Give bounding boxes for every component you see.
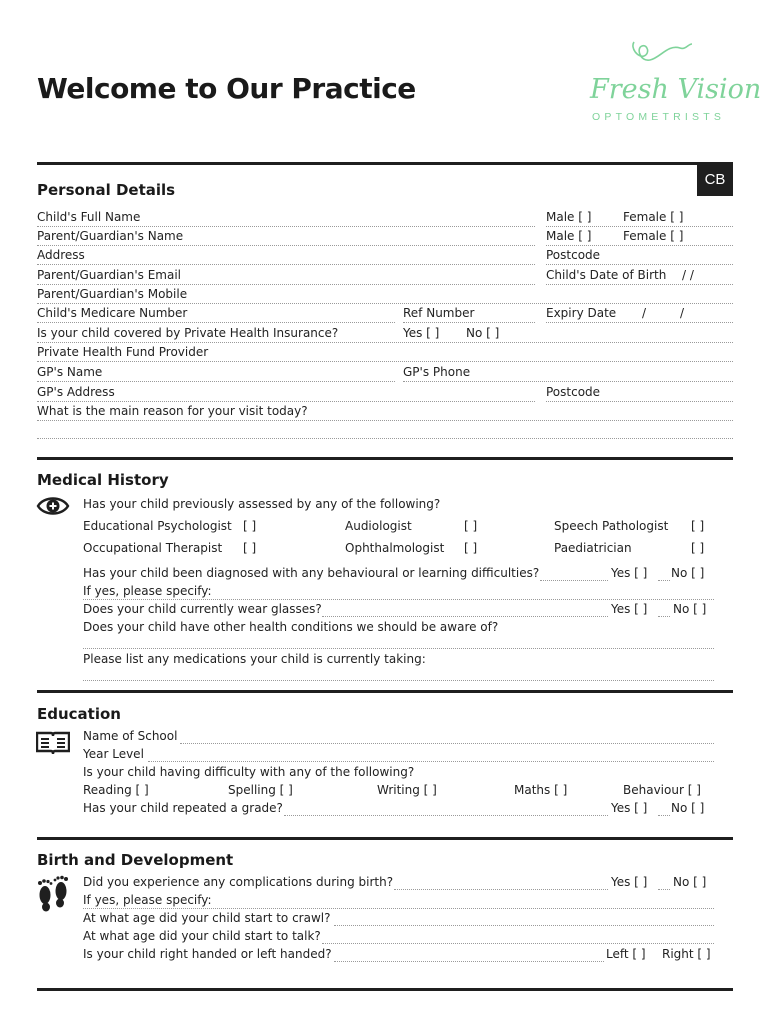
diagnosed-specify-field[interactable] xyxy=(83,599,714,600)
occ-therapist-checkbox[interactable]: [ ] xyxy=(243,541,257,555)
postcode-field[interactable] xyxy=(546,264,733,265)
school-field[interactable] xyxy=(180,743,714,744)
leader-dots xyxy=(334,961,604,962)
parent-mobile-field[interactable] xyxy=(37,303,733,304)
glasses-no-checkbox[interactable]: No [ ] xyxy=(673,602,707,616)
eye-icon xyxy=(36,493,70,519)
expiry-field[interactable] xyxy=(546,322,733,323)
child-male-checkbox[interactable]: Male [ ] xyxy=(546,210,592,224)
complications-yes-checkbox[interactable]: Yes [ ] xyxy=(611,875,648,889)
gp-address-label: GP's Address xyxy=(37,385,115,399)
repeated-question: Has your child repeated a grade? xyxy=(83,801,283,815)
maths-checkbox[interactable]: Maths [ ] xyxy=(514,783,568,797)
year-level-label: Year Level xyxy=(83,747,144,761)
section-title-medical: Medical History xyxy=(37,471,169,489)
medicare-label: Child's Medicare Number xyxy=(37,306,188,320)
parent-mobile-label: Parent/Guardian's Mobile xyxy=(37,287,188,301)
diagnosed-specify-label: If yes, please specify: xyxy=(83,584,212,598)
repeated-yes-checkbox[interactable]: Yes [ ] xyxy=(611,801,648,815)
field-underline xyxy=(546,245,733,246)
complications-specify-field[interactable] xyxy=(83,908,714,909)
gp-postcode-label: Postcode xyxy=(546,385,601,399)
right-handed-checkbox[interactable]: Right [ ] xyxy=(662,947,711,961)
section-title-education: Education xyxy=(37,705,121,723)
assessed-question: Has your child previously assessed by any of the following? xyxy=(83,497,441,511)
ophthalmologist-label: Ophthalmologist xyxy=(345,541,445,555)
page-title: Welcome to Our Practice xyxy=(37,72,416,105)
medications-field[interactable] xyxy=(83,680,714,681)
edu-psych-label: Educational Psychologist xyxy=(83,519,232,533)
gp-name-field[interactable] xyxy=(37,381,395,382)
complications-no-checkbox[interactable]: No [ ] xyxy=(673,875,707,889)
postcode-label: Postcode xyxy=(546,248,601,262)
child-name-field[interactable] xyxy=(37,226,535,227)
reading-checkbox[interactable]: Reading [ ] xyxy=(83,783,149,797)
complications-specify-label: If yes, please specify: xyxy=(83,893,212,907)
logo-tagline: OPTOMETRISTS xyxy=(592,111,726,123)
crawl-question: At what age did your child start to crawl? xyxy=(83,911,331,925)
swirl-logo-icon xyxy=(628,34,694,68)
parent-male-checkbox[interactable]: Male [ ] xyxy=(546,229,592,243)
expiry-separator: / xyxy=(680,306,685,320)
year-level-field[interactable] xyxy=(148,761,714,762)
leader-dots xyxy=(322,616,608,617)
visit-reason-field[interactable] xyxy=(37,420,733,421)
address-label: Address xyxy=(37,248,85,262)
parent-email-field[interactable] xyxy=(37,284,535,285)
ref-number-label: Ref Number xyxy=(403,306,475,320)
health-fund-label: Private Health Fund Provider xyxy=(37,345,209,359)
gp-postcode-field[interactable] xyxy=(546,401,733,402)
section-divider xyxy=(37,988,733,991)
repeated-no-checkbox[interactable]: No [ ] xyxy=(671,801,705,815)
dob-field[interactable] xyxy=(546,284,733,285)
behaviour-checkbox[interactable]: Behaviour [ ] xyxy=(623,783,701,797)
dob-label: Child's Date of Birth xyxy=(546,268,667,282)
parent-female-checkbox[interactable]: Female [ ] xyxy=(623,229,684,243)
gp-name-label: GP's Name xyxy=(37,365,103,379)
glasses-yes-checkbox[interactable]: Yes [ ] xyxy=(611,602,648,616)
handed-question: Is your child right handed or left handed? xyxy=(83,947,332,961)
leader-dots xyxy=(284,815,608,816)
glasses-question: Does your child currently wear glasses? xyxy=(83,602,322,616)
section-divider xyxy=(37,837,733,840)
speech-checkbox[interactable]: [ ] xyxy=(691,519,705,533)
other-conditions-question: Does your child have other health conditions we should be aware of? xyxy=(83,620,499,634)
section-divider xyxy=(37,457,733,460)
ref-number-field[interactable] xyxy=(403,322,535,323)
parent-name-label: Parent/Guardian's Name xyxy=(37,229,184,243)
talk-question: At what age did your child start to talk? xyxy=(83,929,321,943)
child-female-checkbox[interactable]: Female [ ] xyxy=(623,210,684,224)
diagnosed-no-checkbox[interactable]: No [ ] xyxy=(671,566,705,580)
form-code-badge: CB xyxy=(697,162,733,196)
visit-reason-field-line2[interactable] xyxy=(37,438,733,439)
leader-dots xyxy=(540,580,608,581)
gp-address-field[interactable] xyxy=(37,401,535,402)
parent-email-label: Parent/Guardian's Email xyxy=(37,268,182,282)
spelling-checkbox[interactable]: Spelling [ ] xyxy=(228,783,293,797)
audiologist-checkbox[interactable]: [ ] xyxy=(464,519,478,533)
private-no-checkbox[interactable]: No [ ] xyxy=(466,326,500,340)
leader-dots xyxy=(658,616,670,617)
crawl-field[interactable] xyxy=(334,925,714,926)
expiry-label: Expiry Date xyxy=(546,306,617,320)
address-field[interactable] xyxy=(37,264,535,265)
parent-name-field[interactable] xyxy=(37,245,535,246)
ophthalmologist-checkbox[interactable]: [ ] xyxy=(464,541,478,555)
visit-reason-label: What is the main reason for your visit today? xyxy=(37,404,308,418)
section-divider xyxy=(37,162,733,165)
complications-question: Did you experience any complications during birth? xyxy=(83,875,394,889)
leader-dots xyxy=(658,889,670,890)
audiologist-label: Audiologist xyxy=(345,519,412,533)
leader-dots xyxy=(658,580,670,581)
medications-question: Please list any medications your child is currently taking: xyxy=(83,652,426,666)
school-label: Name of School xyxy=(83,729,178,743)
other-conditions-field[interactable] xyxy=(83,648,714,649)
medicare-field[interactable] xyxy=(37,322,395,323)
gp-phone-label: GP's Phone xyxy=(403,365,471,379)
expiry-separator: / xyxy=(642,306,647,320)
edu-psych-checkbox[interactable]: [ ] xyxy=(243,519,257,533)
field-underline xyxy=(37,342,733,343)
dob-separators: / / xyxy=(682,268,694,282)
book-icon xyxy=(36,730,70,756)
section-title-personal: Personal Details xyxy=(37,181,176,199)
field-underline xyxy=(546,226,733,227)
diagnosed-yes-checkbox[interactable]: Yes [ ] xyxy=(611,566,648,580)
speech-label: Speech Pathologist xyxy=(554,519,669,533)
paediatrician-label: Paediatrician xyxy=(554,541,632,555)
section-title-birth: Birth and Development xyxy=(37,851,234,869)
diagnosed-question: Has your child been diagnosed with any behavioural or learning difficulties? xyxy=(83,566,540,580)
leader-dots xyxy=(394,889,608,890)
private-health-label: Is your child covered by Private Health Insurance? xyxy=(37,326,339,340)
difficulty-question: Is your child having difficulty with any of the following? xyxy=(83,765,415,779)
writing-checkbox[interactable]: Writing [ ] xyxy=(377,783,437,797)
footprints-icon xyxy=(36,875,70,913)
occ-therapist-label: Occupational Therapist xyxy=(83,541,223,555)
leader-dots xyxy=(658,815,670,816)
logo-wordmark: Fresh Vision xyxy=(590,74,762,105)
health-fund-field[interactable] xyxy=(37,361,733,362)
paediatrician-checkbox[interactable]: [ ] xyxy=(691,541,705,555)
talk-field[interactable] xyxy=(322,943,714,944)
left-handed-checkbox[interactable]: Left [ ] xyxy=(606,947,646,961)
gp-phone-field[interactable] xyxy=(403,381,733,382)
private-yes-checkbox[interactable]: Yes [ ] xyxy=(403,326,440,340)
child-name-label: Child's Full Name xyxy=(37,210,141,224)
section-divider xyxy=(37,690,733,693)
